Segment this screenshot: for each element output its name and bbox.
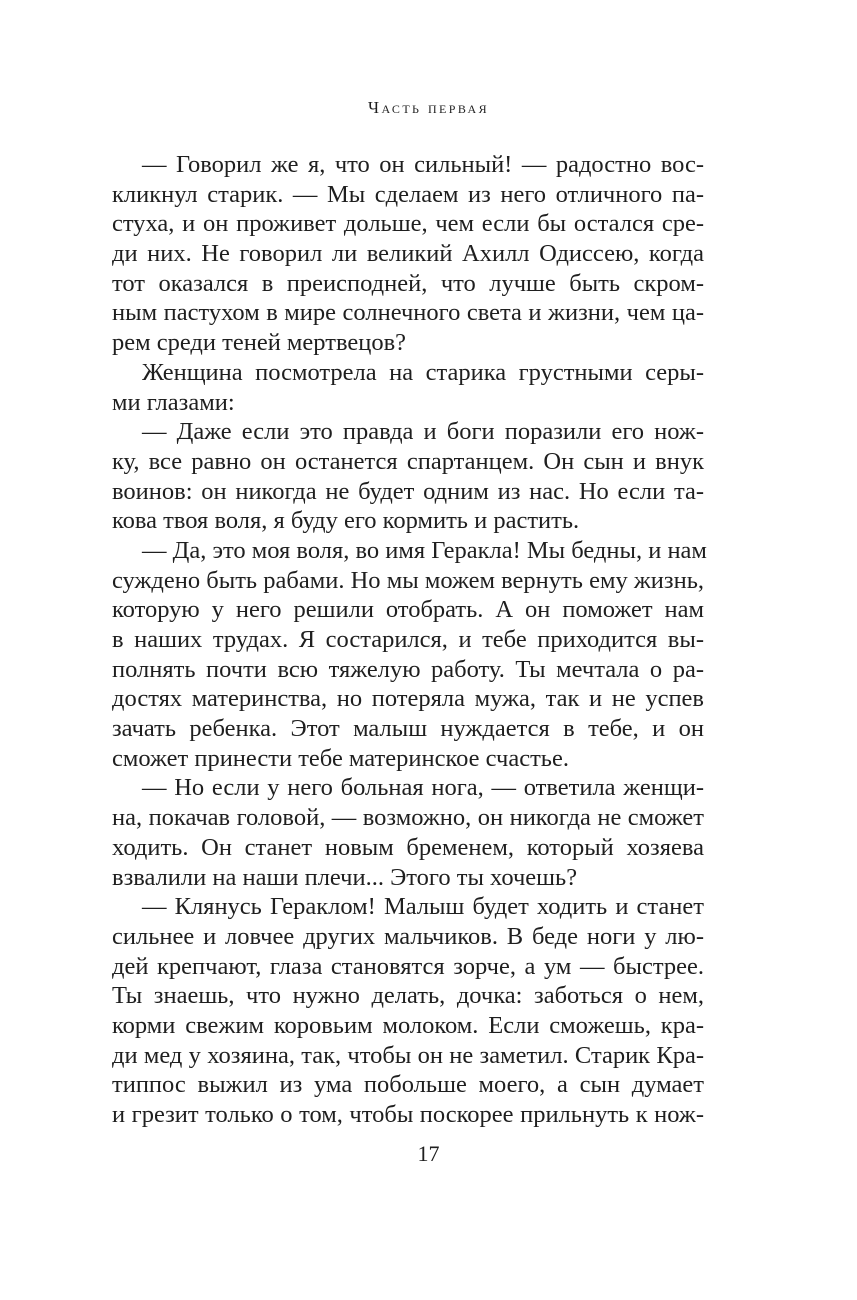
text-line: — Но если у него больная нога, — ответила женщи-	[142, 774, 704, 802]
text-line: ку, все равно он останется спартанцем. Он сын и внук	[112, 447, 704, 475]
text-line: Женщина посмотрела на старика грустными серы-	[142, 358, 704, 386]
text-line: ным пастухом в мире солнечного света и жизни, чем ца-	[112, 299, 704, 327]
text-line: на, покачав головой, — возможно, он никогда не сможет	[112, 804, 704, 832]
text-line: — Клянусь Гераклом! Малыш будет ходить и станет	[142, 893, 704, 921]
text-line: ди мед у хозяина, так, чтобы он не заметил. Старик Кра-	[112, 1041, 704, 1069]
text-line: воинов: он никогда не будет одним из нас. Но если та-	[112, 477, 704, 505]
text-line: типпос выжил из ума побольше моего, а сын думает	[112, 1071, 704, 1099]
text-line: ходить. Он станет новым бременем, который хозяева	[112, 833, 704, 861]
text-line: дей крепчают, глаза становятся зорче, а ум — быстрее.	[112, 952, 704, 980]
text-line: зачать ребенка. Этот малыш нуждается в тебе, и он	[112, 715, 704, 743]
text-line: — Да, это моя воля, во имя Геракла! Мы бедны, и нам	[142, 536, 707, 564]
text-line: рем среди теней мертвецов?	[112, 329, 407, 357]
page-number: 17	[417, 1141, 440, 1166]
text-line: в наших трудах. Я состарился, и тебе приходится вы-	[112, 626, 704, 653]
text-line: Ты знаешь, что нужно делать, дочка: заботься о нем,	[112, 982, 704, 1010]
text-line: ди них. Не говорил ли великий Ахилл Одиссею, когда	[112, 240, 704, 268]
text-line: которую у него решили отобрать. А он поможет нам	[112, 596, 704, 624]
text-line: суждено быть рабами. Но мы можем вернуть ему жизнь,	[112, 566, 704, 594]
text-line: достях материнства, но потеряла мужа, так и не успев	[112, 685, 704, 713]
text-line: — Даже если это правда и боги поразили его нож-	[142, 418, 704, 446]
running-head: Часть первая	[368, 98, 489, 117]
text-line: полнять почти всю тяжелую работу. Ты мечтала о ра-	[112, 655, 704, 683]
text-line: сможет принести тебе материнское счастье.	[112, 744, 569, 772]
text-line: стуха, и он проживет дольше, чем если бы остался сре-	[112, 210, 704, 238]
text-line: ми глазами:	[112, 388, 235, 416]
text-line: сильнее и ловчее других мальчиков. В беде ноги у лю-	[112, 922, 704, 950]
text-line: взвалили на наши плечи... Этого ты хочешь?	[112, 863, 578, 891]
text-line: — Говорил же я, что он сильный! — радостно вос-	[142, 151, 704, 178]
text-line: и грезит только о том, чтобы поскорее прильнуть к нож-	[112, 1101, 704, 1128]
body-text	[112, 150, 707, 1130]
text-line: кова твоя воля, я буду его кормить и растить.	[112, 507, 580, 535]
text-line: тот оказался в преисподней, что лучше быть скром-	[112, 269, 704, 297]
text-line: корми свежим коровьим молоком. Если сможешь, кра-	[112, 1011, 704, 1039]
text-line: кликнул старик. — Мы сделаем из него отличного па-	[112, 180, 704, 208]
